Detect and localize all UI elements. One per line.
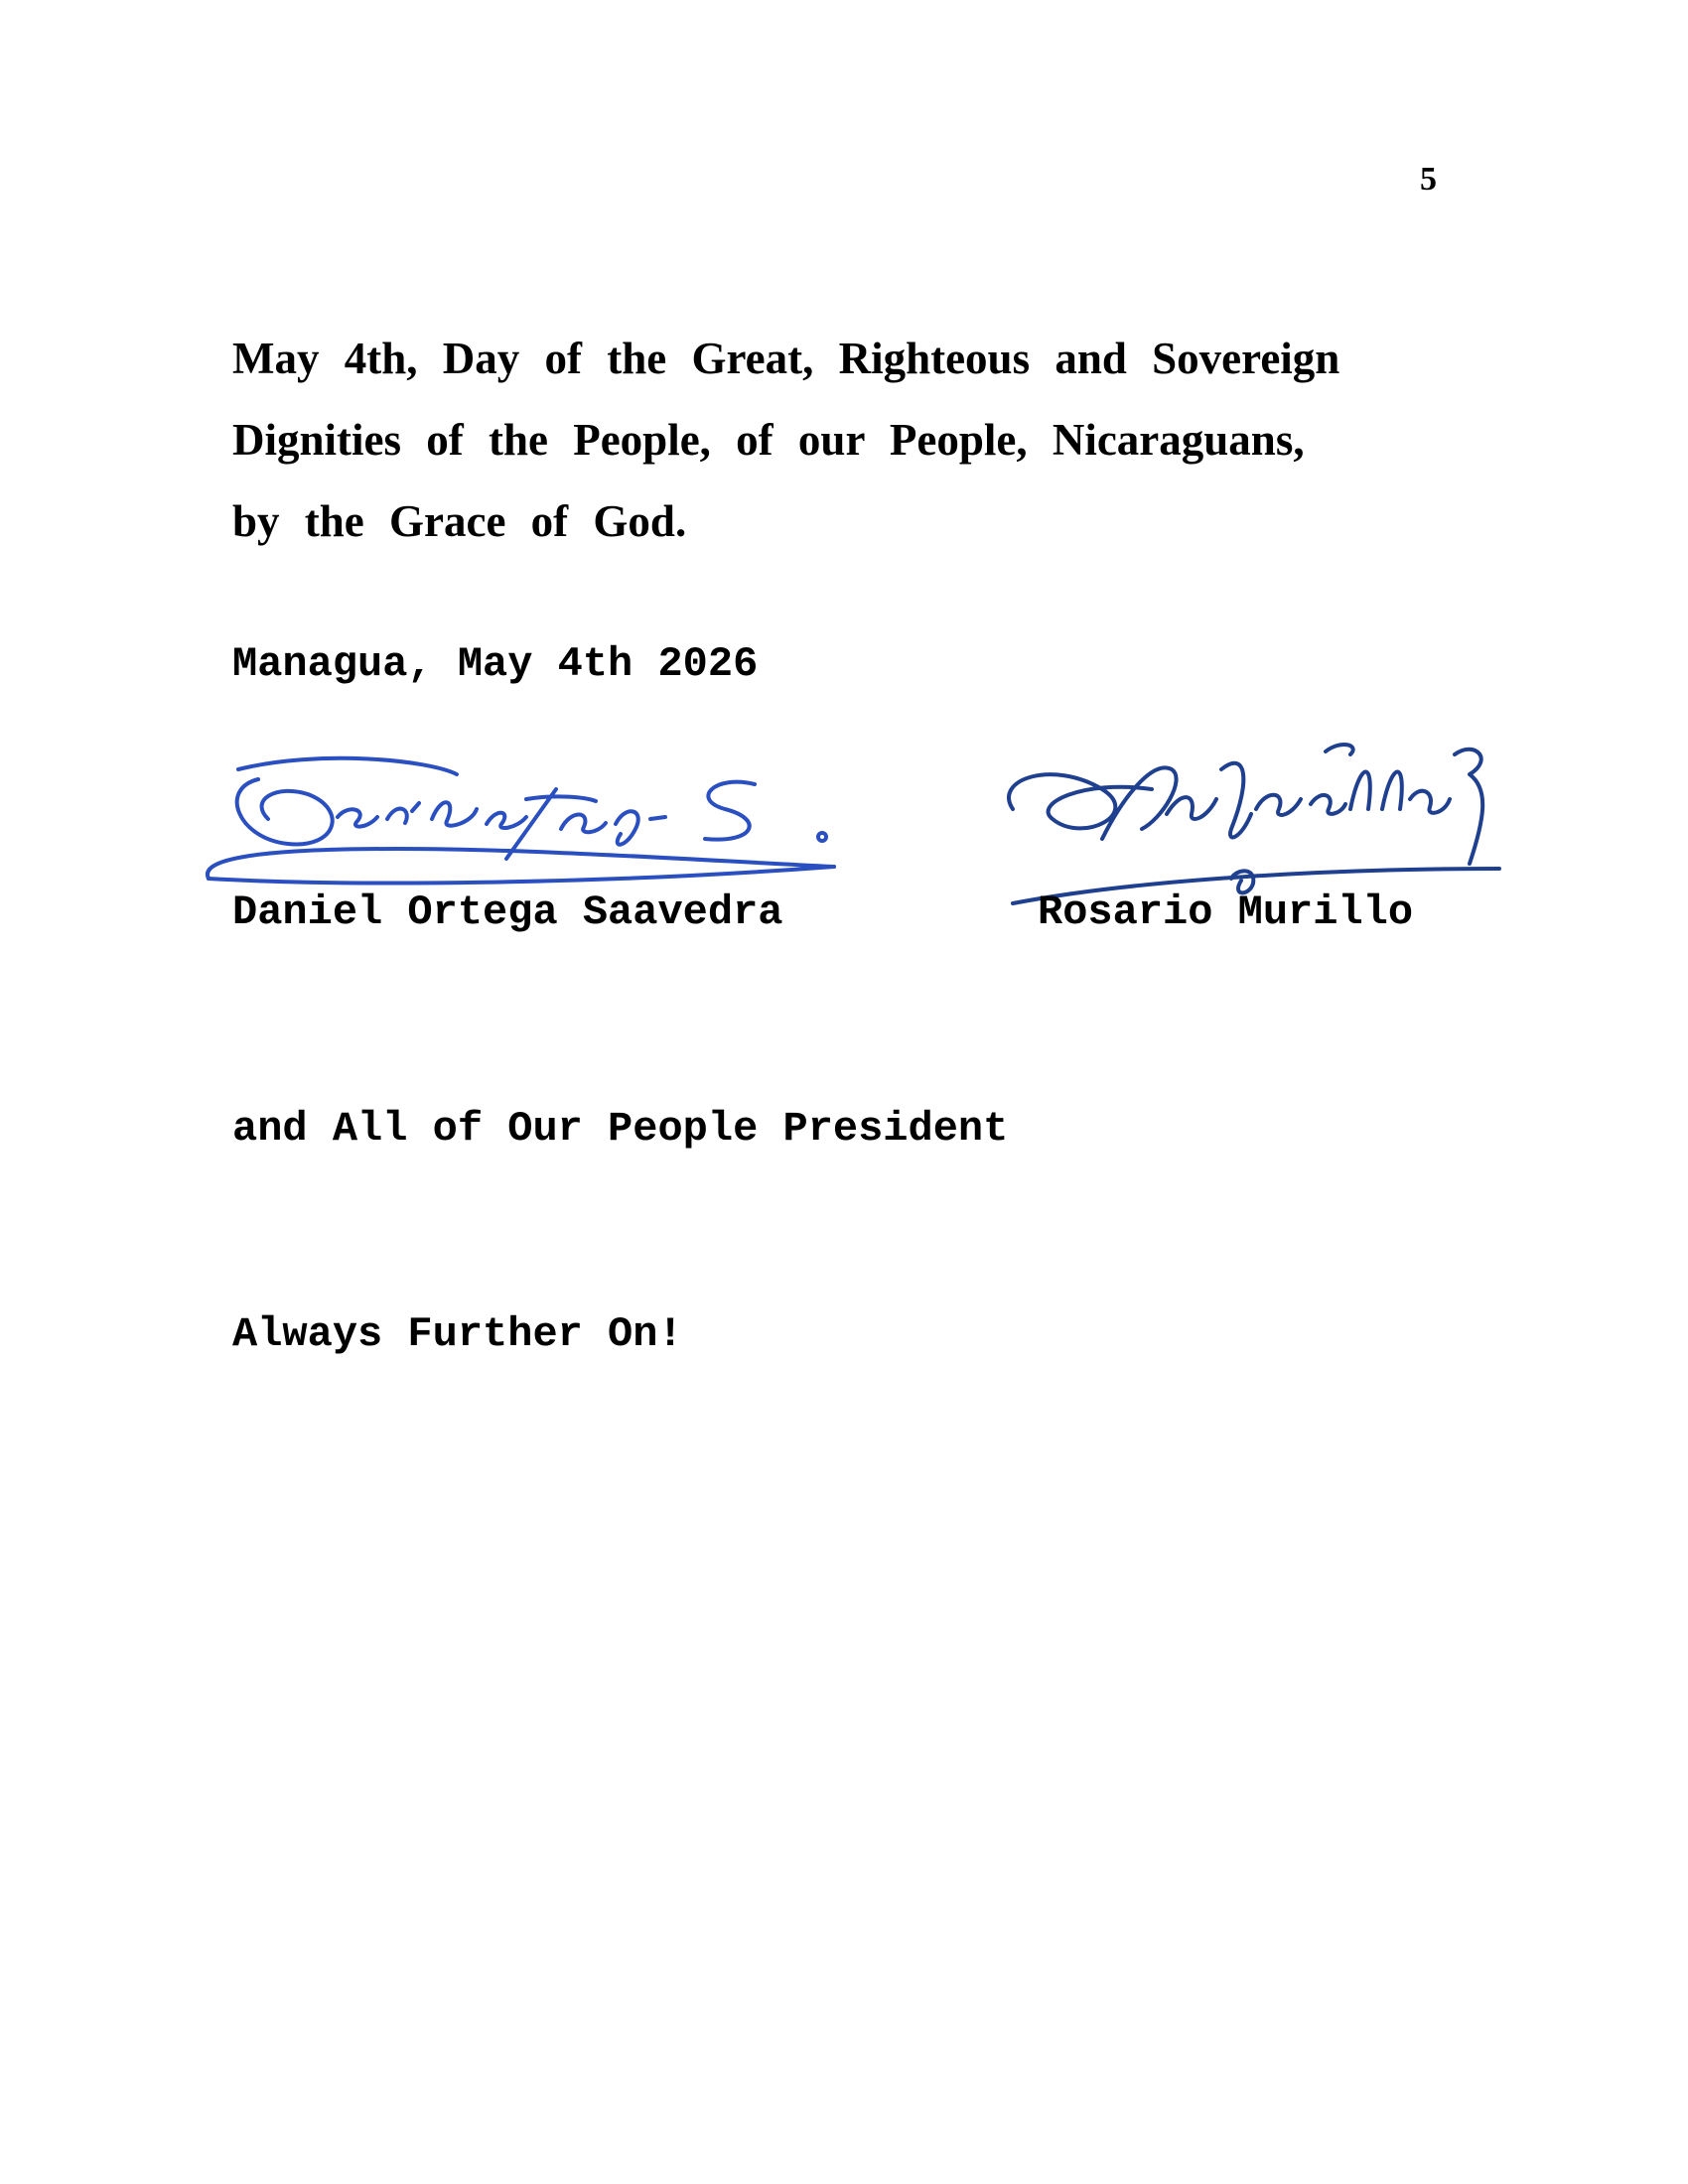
- declaration-line: May 4th, Day of the Great, Righteous and Sovereign: [232, 334, 1340, 383]
- page-number: 5: [1420, 161, 1437, 198]
- declaration-line: Dignities of the People, of our People, Nicaraguans,: [232, 415, 1305, 465]
- closing-line: Always Further On!: [232, 1310, 683, 1358]
- closing-line: and All of Our People President: [232, 1105, 1009, 1153]
- signature-left: [199, 740, 854, 888]
- signatory-name-left: Daniel Ortega Saavedra: [232, 888, 783, 936]
- signatory-name-right: Rosario Murillo: [1038, 888, 1414, 936]
- place-date: Managua, May 4th 2026: [232, 640, 759, 688]
- signature-right: [993, 720, 1509, 908]
- declaration-line: by the Grace of God.: [232, 496, 687, 546]
- declaration-paragraph: [232, 318, 1454, 562]
- closing-lines: [232, 958, 1008, 1437]
